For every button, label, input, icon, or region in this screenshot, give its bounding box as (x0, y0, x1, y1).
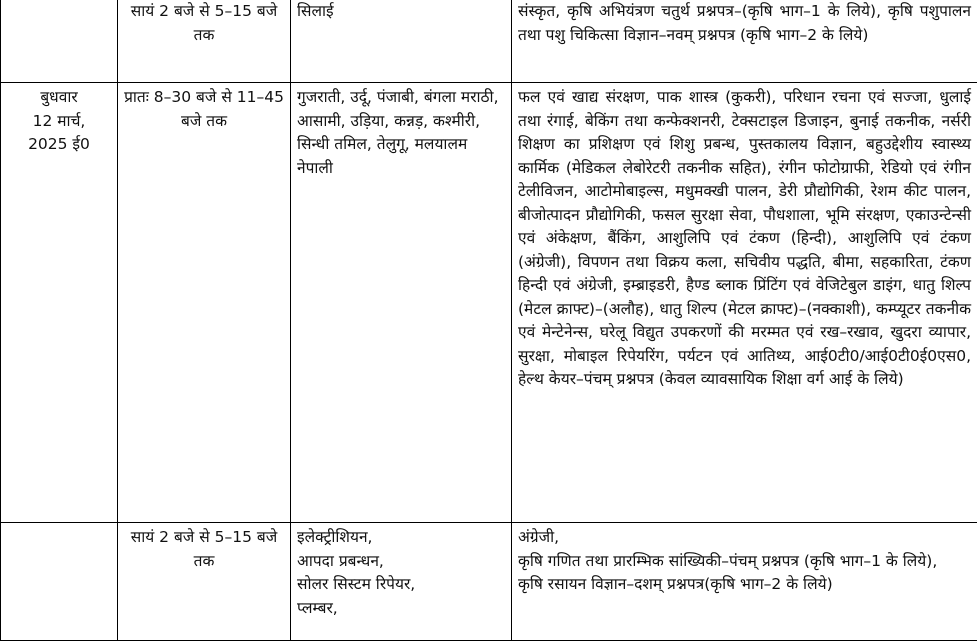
language-item: इलेक्ट्रीशियन, (297, 526, 505, 550)
subjects-cell: संस्कृत, कृषि अभियंत्रण चतुर्थ प्रश्नपत्र–(कृषि भाग–1 के लिये), कृषि पशुपालन तथा पशु चिकित्सा विज्ञान–नवम् प्रश्नपत्र (कृषि भाग–2 के लिये) (512, 0, 977, 83)
subject-item: कृषि रसायन विज्ञान–दशम् प्रश्नपत्र(कृषि भाग–2 के लिये) (518, 573, 971, 597)
day-date: 12 मार्च, (7, 110, 111, 134)
subjects-cell (512, 523, 977, 641)
day-cell (1, 523, 118, 641)
languages-cell: सिलाई (291, 0, 512, 83)
day-name: बुधवार (7, 86, 111, 110)
day-cell (1, 0, 118, 83)
subject-item: कृषि गणित तथा प्रारम्भिक सांख्यिकी–पंचम् प्रश्नपत्र (कृषि भाग–1 के लिये), (518, 550, 971, 574)
time-cell: प्रातः 8–30 बजे से 11–45 बजे तक (118, 83, 291, 523)
table-row (1, 0, 977, 83)
table-row (1, 83, 977, 523)
language-item: प्लम्बर, (297, 597, 505, 621)
time-cell: सायं 2 बजे से 5–15 बजे तक (118, 523, 291, 641)
subjects-cell: फल एवं खाद्य संरक्षण, पाक शास्त्र (कुकरी), परिधान रचना एवं सज्जा, धुलाई तथा रंगाई, बेकिंग तथा कन्फेक्शनरी, टेक्सटाइल डिजाइन, बुनाई तकनीक, नर्सरी शिक्षण का प्रशिक्षण एवं शिशु प्रबन्ध, पुस्तकालय विज्ञान, बहुउद्देशीय स्वास्थ्य कार्मिक (मेडिकल लेबोरेटरी तकनीक सहित), रंगीन फोटोग्राफी, रेडियो एवं रंगीन टेलीविजन, आटोमोबाइल्स, मधुमक्खी पालन, डेरी प्रौद्योगिकी, रेशम कीट पालन, बीजोत्पादन प्रौद्योगिकी, फसल सुरक्षा सेवा, पौधशाला, भूमि संरक्षण, एकाउन्टेन्सी एवं अंकेक्षण, बैंकिंग, आशुलिपि एवं टंकण (हिन्दी), आशुलिपि एवं टंकण (अंग्रेजी), विपणन तथा विक्रय कला, सचिवीय पद्धति, बीमा, सहकारिता, टंकण हिन्दी एवं अंग्रेजी, इम्ब्राइडरी, हैण्ड ब्लाक प्रिंटिंग एवं वेजिटेबुल डाइंग, धातु शिल्प (मेटल क्राफ्ट)–(अलौह), धातु शिल्प (मेटल क्राफ्ट)–(नक्काशी), कम्प्यूटर तकनीक एवं मेन्टेनेन्स, घरेलू विद्युत उपकरणों की मरम्मत एवं रख–रखाव, खुदरा व्यापार, सुरक्षा, मोबाइल रिपेयरिंग, पर्यटन एवं आतिथ्य, आई0टी0/आई0टी0ई0एस0, हेल्थ केयर–पंचम् प्रश्नपत्र (केवल व्यावसायिक शिक्षा वर्ग आई के लिये) (512, 83, 977, 523)
time-cell: सायं 2 बजे से 5–15 बजे तक (118, 0, 291, 83)
languages-cell (291, 523, 512, 641)
languages-cell: गुजराती, उर्दू, पंजाबी, बंगला मराठी, आसामी, उड़िया, कन्नड़, कश्मीरी, सिन्धी तमिल, तेलुगू, मलयालम नेपाली (291, 83, 512, 523)
table-row (1, 523, 977, 641)
language-item: सोलर सिस्टम रिपेयर, (297, 573, 505, 597)
day-year: 2025 ई0 (7, 133, 111, 157)
language-item: आपदा प्रबन्धन, (297, 550, 505, 574)
day-cell (1, 83, 118, 523)
subject-item: अंग्रेजी, (518, 526, 971, 550)
